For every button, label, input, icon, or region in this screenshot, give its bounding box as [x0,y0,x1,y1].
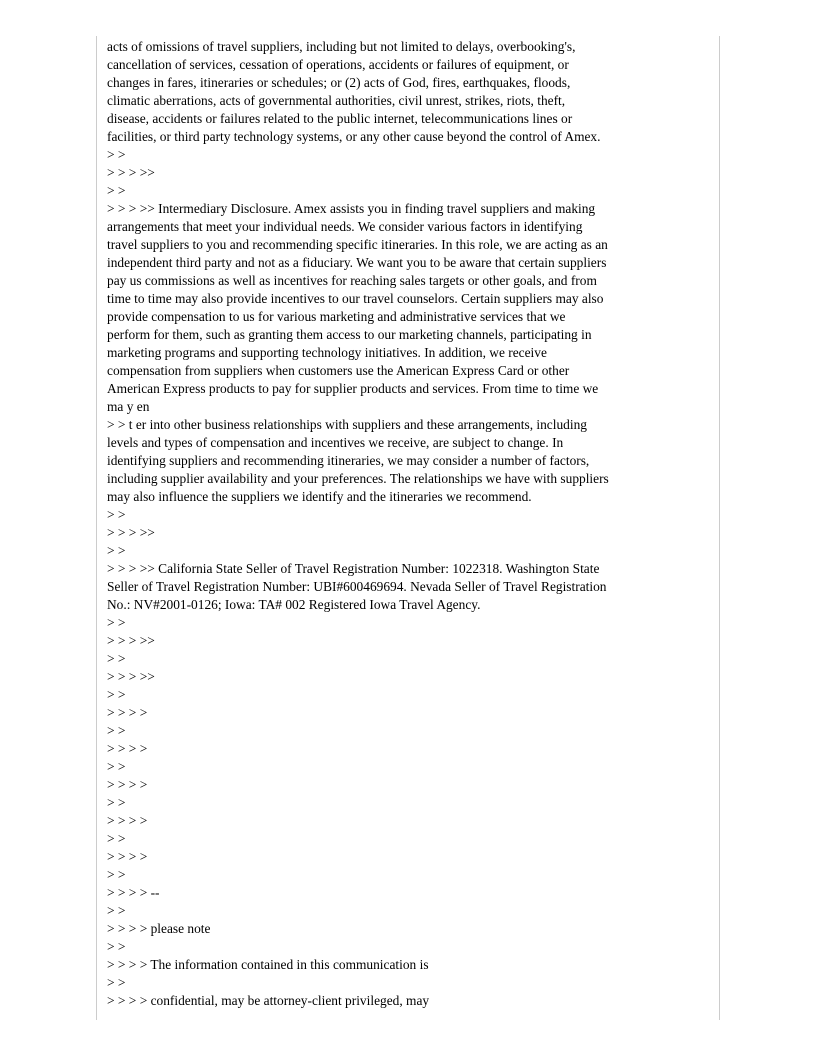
text-line: may also influence the suppliers we identify and the itineraries we recommend. [107,489,532,504]
text-line: climatic aberrations, acts of governmental authorities, civil unrest, strikes, riots, theft, [107,93,566,108]
text-line: > > [107,903,126,918]
text-line: > > > > [107,741,148,756]
text-line: > > > >> [107,165,155,180]
text-line: > > [107,723,126,738]
text-line: American Express products to pay for supplier products and services. From time to time we [107,381,599,396]
text-line: > > t er into other business relationships with suppliers and these arrangements, including [107,417,587,432]
text-line: > > [107,615,126,630]
text-line: > > [107,867,126,882]
text-line: perform for them, such as granting them access to our marketing channels, participating in [107,327,592,342]
text-line: > > [107,687,126,702]
text-line: > > [107,759,126,774]
text-line: > > > > [107,813,148,828]
text-line: independent third party and not as a fiduciary. We want you to be aware that certain suppliers [107,255,607,270]
text-line: > > > > confidential, may be attorney-client privileged, may [107,993,430,1008]
text-line: > > > >> California State Seller of Travel Registration Number: 1022318. Washington State [107,561,600,576]
text-line: > > > > -- [107,885,160,900]
text-line: > > > >> Intermediary Disclosure. Amex assists you in finding travel suppliers and making [107,201,596,216]
text-line: > > > > [107,777,148,792]
right-margin-border [719,36,720,1020]
text-line: compensation from suppliers when customers use the American Express Card or other [107,363,570,378]
text-line: ma y en [107,399,150,414]
left-margin-border [96,36,97,1020]
text-line: > > [107,795,126,810]
text-line: > > > >> [107,633,155,648]
text-line: > > [107,831,126,846]
text-line: facilities, or third party technology systems, or any other cause beyond the control of Amex. [107,129,601,144]
text-line: Seller of Travel Registration Number: UBI#600469694. Nevada Seller of Travel Registration [107,579,607,594]
text-line: travel suppliers to you and recommending specific itineraries. In this role, we are acting as an [107,237,608,252]
text-line: > > [107,543,126,558]
text-line: cancellation of services, cessation of operations, accidents or failures of equipment, or [107,57,569,72]
text-line: > > [107,507,126,522]
text-line: including supplier availability and your preferences. The relationships we have with suppliers [107,471,609,486]
text-line: > > > >> [107,525,155,540]
text-line: changes in fares, itineraries or schedules; or (2) acts of God, fires, earthquakes, floods, [107,75,571,90]
text-line: time to time may also provide incentives to our travel counselors. Certain suppliers may also [107,291,604,306]
text-line: disease, accidents or failures related to the public internet, telecommunications lines or [107,111,573,126]
text-line: > > [107,975,126,990]
document-body [107,38,719,1010]
text-line: No.: NV#2001-0126; Iowa: TA# 002 Registered Iowa Travel Agency. [107,597,481,612]
text-line: > > > > [107,705,148,720]
text-line: pay us commissions as well as incentives for reaching sales targets or other goals, and from [107,273,597,288]
text-line: > > [107,651,126,666]
text-line: > > > > please note [107,921,211,936]
text-line: levels and types of compensation and incentives we receive, are subject to change. In [107,435,564,450]
text-line: > > > > The information contained in this communication is [107,957,429,972]
text-line: acts of omissions of travel suppliers, including but not limited to delays, overbooking's, [107,39,576,54]
text-line: arrangements that meet your individual needs. We consider various factors in identifying [107,219,583,234]
text-line: > > > >> [107,669,155,684]
text-line: marketing programs and supporting technology initiatives. In addition, we receive [107,345,547,360]
text-line: > > [107,183,126,198]
text-line: > > [107,939,126,954]
text-line: > > [107,147,126,162]
text-line: provide compensation to us for various marketing and administrative services that we [107,309,566,324]
text-line: identifying suppliers and recommending itineraries, we may consider a number of factors, [107,453,590,468]
text-line: > > > > [107,849,148,864]
